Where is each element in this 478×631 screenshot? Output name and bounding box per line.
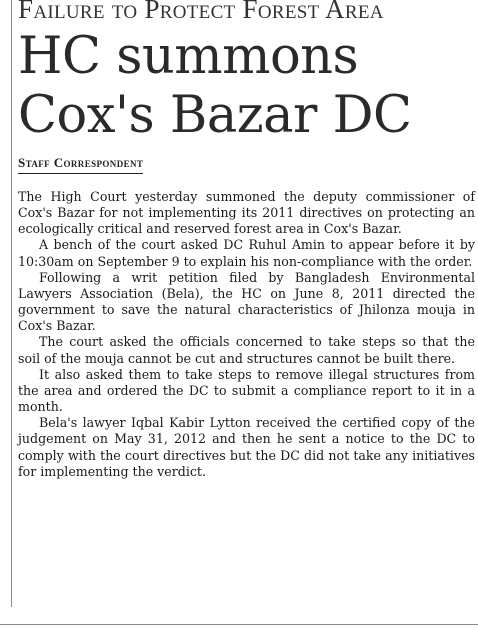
headline-line-1: HC summons xyxy=(18,27,359,86)
headline xyxy=(18,27,476,145)
byline: Staff Correspondent xyxy=(18,155,143,174)
article-paragraph: The court asked the officials concerned to take steps so that the soil of the mouja cannot be cut and structures cannot be built there. xyxy=(18,334,475,366)
article-paragraph: Bela's lawyer Iqbal Kabir Lytton received the certified copy of the judgement on May 31, 2012 and then he sent a notice to the DC to comply with the court directives but the DC did not take any initiatives for implementing the verdict. xyxy=(18,415,475,479)
article-paragraph: It also asked them to take steps to remove illegal structures from the area and ordered the DC to submit a compliance report to it in a month. xyxy=(18,366,475,415)
article-paragraph: The High Court yesterday summoned the deputy commissioner of Cox's Bazar for not implementing its 2011 directives on protecting an ecologically critical and reserved forest area in Cox's Bazar. xyxy=(18,189,475,237)
page-rule-bottom xyxy=(0,624,478,625)
kicker-headline: Failure to Protect Forest Area xyxy=(18,0,384,24)
headline-line-2: Cox's Bazar DC xyxy=(18,86,412,145)
article-paragraph: Following a writ petition filed by Bangladesh Environmental Lawyers Association (Bela), the HC on June 8, 2011 directed the government to save the natural characteristics of Jhilonza mouja in Cox's Bazar. xyxy=(18,269,475,334)
article-paragraph: A bench of the court asked DC Ruhul Amin to appear before it by 10:30am on September 9 to explain his non-compliance with the order. xyxy=(18,237,475,269)
column-rule-left xyxy=(11,0,12,607)
article-body xyxy=(18,189,475,480)
